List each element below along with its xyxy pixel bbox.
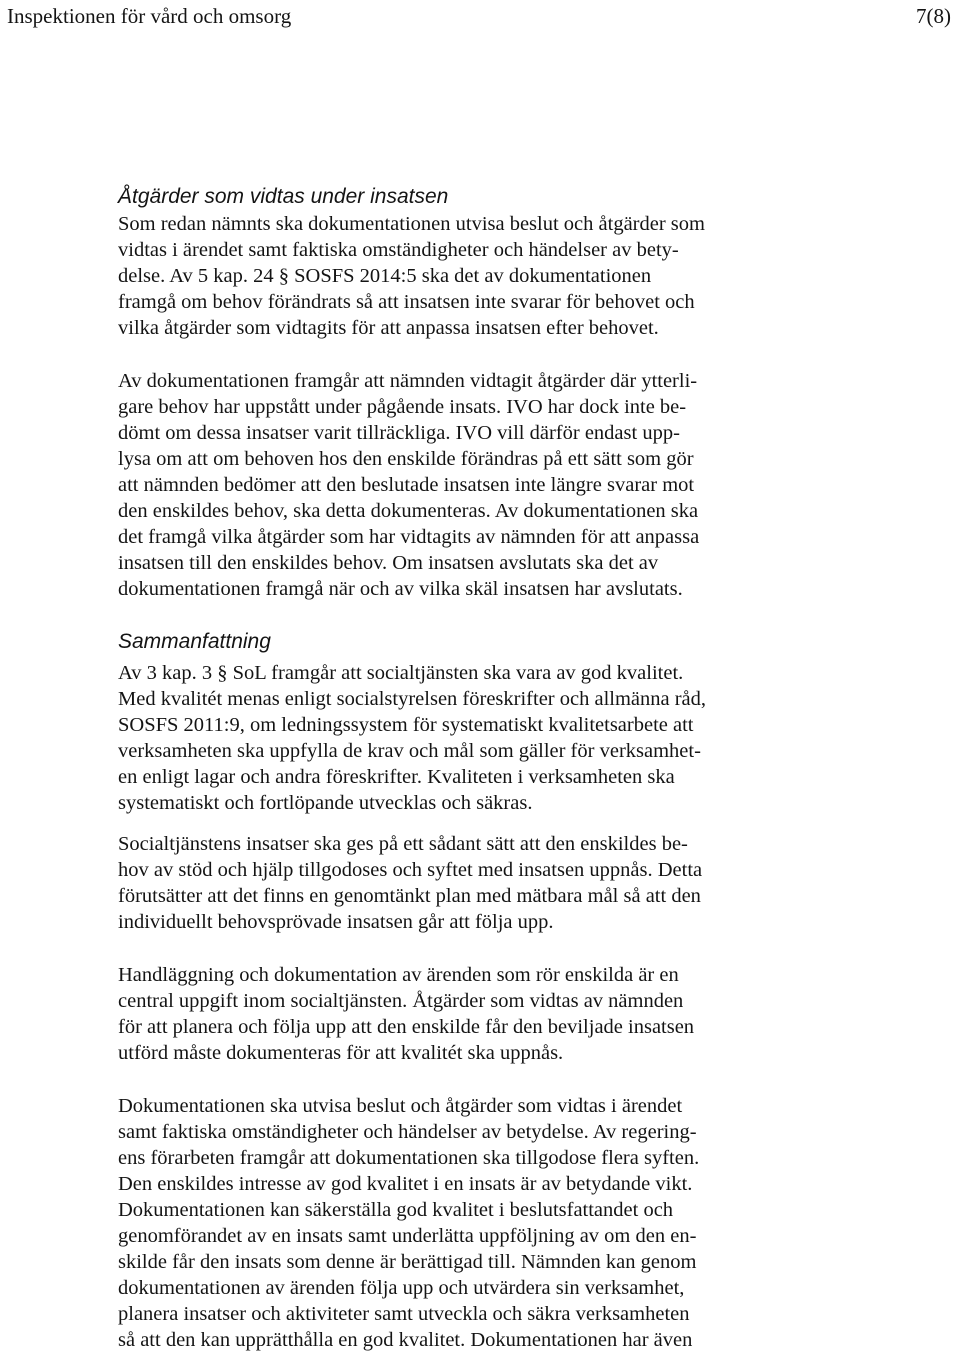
text-line: Av 3 kap. 3 § SoL framgår att socialtjänsten ska vara av god kvalitet. (118, 662, 684, 684)
text-line: dömt om dessa insatser varit tillräckliga. IVO vill därför endast upp- (118, 422, 680, 444)
text-line: systematiskt och fortlöpande utvecklas och säkras. (118, 792, 533, 814)
text-line: så att den kan upprätthålla en god kvalitet. Dokumentationen har även (118, 1329, 693, 1351)
page-number: 7(8) (916, 4, 951, 28)
text-line: Den enskildes intresse av god kvalitet i en insats är av betydande vikt. (118, 1173, 693, 1195)
text-line: Handläggning och dokumentation av ärenden som rör enskilda är en (118, 964, 679, 986)
text-line: att nämnden bedömer att den beslutade insatsen inte längre svarar mot (118, 474, 695, 496)
text-line: dokumentationen av ärenden följa upp och utvärdera sin verksamhet, (118, 1277, 685, 1299)
text-line: den enskildes behov, ska detta dokumenteras. Av dokumentationen ska (118, 500, 699, 522)
text-line: Med kvalitét menas enligt socialstyrelsen föreskrifter och allmänna råd, (118, 688, 707, 710)
text-line: det framgå vilka åtgärder som har vidtagits av nämnden för att anpassa (118, 526, 700, 548)
text-line: planera insatser och aktiviteter samt utveckla och säkra verksamheten (118, 1303, 690, 1325)
text-line: vidtas i ärendet samt faktiska omständigheter och händelser av bety- (118, 239, 679, 261)
text-line: genomförandet av en insats samt underlätta uppföljning av om den en- (118, 1225, 697, 1247)
text-line: för att planera och följa upp att den enskilde får den beviljade insatsen (118, 1016, 695, 1038)
text-line: Av dokumentationen framgår att nämnden vidtagit åtgärder där ytterli- (118, 370, 698, 392)
text-line: individuellt behovsprövade insatsen går att följa upp. (118, 911, 554, 933)
text-line: gare behov har uppstått under pågående insats. IVO har dock inte be- (118, 396, 687, 418)
text-line: Socialtjänstens insatser ska ges på ett sådant sätt att den enskildes be- (118, 833, 688, 855)
text-line: verksamheten ska uppfylla de krav och mål som gäller för verksamhet- (118, 740, 701, 762)
paragraph (118, 831, 702, 935)
text-line: Dokumentationen ska utvisa beslut och åtgärder som vidtas i ärendet (118, 1095, 683, 1117)
paragraph (118, 660, 706, 816)
text-line: framgå om behov förändrats så att insatsen inte svarar för behovet och (118, 291, 695, 313)
text-line: en enligt lagar och andra föreskrifter. Kvaliteten i verksamheten ska (118, 766, 675, 788)
paragraph (118, 368, 699, 602)
section-heading-sammanfattning: Sammanfattning (118, 630, 271, 653)
text-line: dokumentationen framgå när och av vilka skäl insatsen har avslutats. (118, 578, 683, 600)
paragraph (118, 211, 705, 341)
text-line: samt faktiska omständigheter och händelser av betydelse. Av regering- (118, 1121, 697, 1143)
text-line: central uppgift inom socialtjänsten. Åtgärder som vidtas av nämnden (118, 990, 684, 1012)
paragraph (118, 1093, 699, 1353)
text-line: Som redan nämnts ska dokumentationen utvisa beslut och åtgärder som (118, 213, 705, 235)
text-line: lysa om att om behoven hos den enskilde förändras på ett sätt som gör (118, 448, 694, 470)
text-line: ens förarbeten framgår att dokumentationen ska tillgodose flera syften. (118, 1147, 700, 1169)
text-line: hov av stöd och hjälp tillgodoses och syftet med insatsen uppnås. Detta (118, 859, 703, 881)
text-line: utförd måste dokumenteras för att kvalitét ska uppnås. (118, 1042, 564, 1064)
text-line: vilka åtgärder som vidtagits för att anpassa insatsen efter behovet. (118, 317, 659, 339)
section-heading-atgarder: Åtgärder som vidtas under insatsen (118, 185, 449, 208)
text-line: delse. Av 5 kap. 24 § SOSFS 2014:5 ska det av dokumentationen (118, 265, 652, 287)
text-line: Dokumentationen kan säkerställa god kvalitet i beslutsfattandet och (118, 1199, 674, 1221)
document-header-title: Inspektionen för vård och omsorg (7, 4, 292, 28)
text-line: skilde får den insats som denne är berättigad till. Nämnden kan genom (118, 1251, 697, 1273)
text-line: insatsen till den enskildes behov. Om insatsen avslutats ska det av (118, 552, 659, 574)
paragraph (118, 962, 694, 1066)
text-line: SOSFS 2011:9, om ledningssystem för systematiskt kvalitetsarbete att (118, 714, 694, 736)
text-line: förutsätter att det finns en genomtänkt plan med mätbara mål så att den (118, 885, 701, 907)
